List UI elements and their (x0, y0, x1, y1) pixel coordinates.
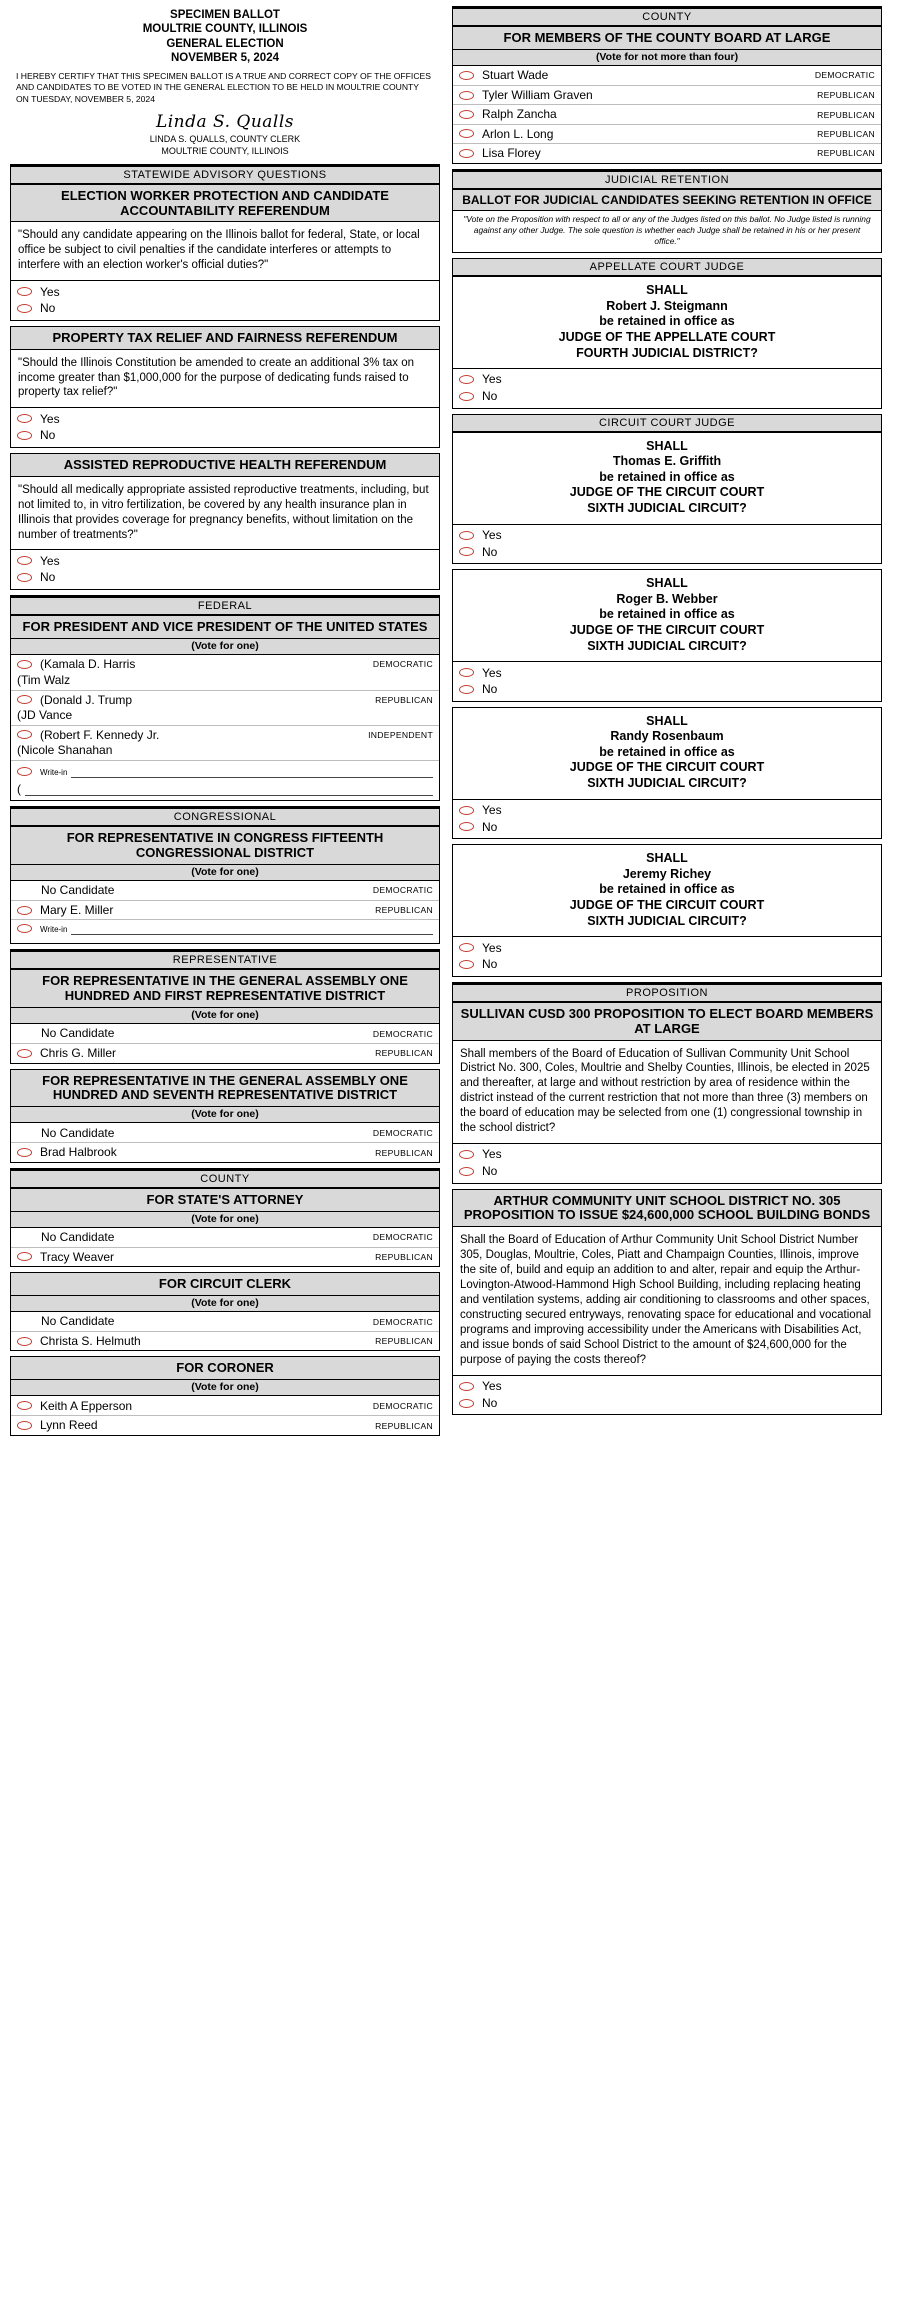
retention-line: SHALL (646, 438, 688, 453)
retention-webber (452, 569, 882, 702)
judicial-retention-instructions (452, 189, 882, 254)
candidate-row[interactable] (11, 900, 439, 919)
yes-no-group (11, 280, 439, 319)
option-label: Yes (482, 372, 502, 387)
candidate-name: Mary E. Miller (40, 902, 114, 917)
candidate-row[interactable] (11, 1396, 439, 1415)
yes-no-group (11, 549, 439, 588)
option-label: No (482, 957, 498, 972)
candidate-row-no-candidate (11, 1312, 439, 1331)
vote-oval[interactable] (17, 431, 32, 440)
contest-title: FOR CIRCUIT CLERK (11, 1273, 439, 1296)
candidate-name: No Candidate (41, 1230, 115, 1244)
retention-line: SIXTH JUDICIAL CIRCUIT? (587, 913, 747, 928)
option-no[interactable] (453, 1163, 881, 1182)
ballot-right-column (452, 6, 882, 1420)
header-line-1: SPECIMEN BALLOT (170, 9, 280, 21)
vote-oval[interactable] (459, 91, 474, 100)
vote-oval[interactable] (459, 1399, 474, 1408)
option-no[interactable] (453, 1395, 881, 1414)
proposition-text: Shall members of the Board of Education of Sullivan Community Unit School District No. 300, Coles, Moultrie and Shelby Counties, Illinois, be elected in 2025 and thereafter, at large and without restriction by area of residence within the district instead of the current restriction that not more than three (3) members on the board of education may be selected from one (1) congressional township in the school district? (460, 1047, 870, 1135)
candidate-row[interactable] (453, 85, 881, 104)
vote-oval[interactable] (17, 660, 32, 669)
vote-oval[interactable] (17, 287, 32, 296)
candidate-name: Tracy Weaver (40, 1249, 115, 1264)
yes-no-group (11, 407, 439, 446)
vote-oval[interactable] (459, 71, 474, 80)
vote-oval[interactable] (17, 573, 32, 582)
option-no[interactable] (453, 956, 881, 975)
retention-line: SHALL (646, 283, 688, 298)
vote-oval[interactable] (17, 1401, 32, 1410)
retention-line: Robert J. Steigmann (606, 298, 728, 313)
contest-coroner (10, 1356, 440, 1435)
contest-title: FOR REPRESENTATIVE IN CONGRESS FIFTEENTH CONGRESSIONAL DISTRICT (11, 827, 439, 865)
vote-for-instruction: (Vote for one) (11, 1107, 439, 1123)
yes-no-group (453, 368, 881, 407)
write-in-row[interactable] (11, 919, 439, 943)
candidate-name: No Candidate (41, 883, 115, 898)
candidate-party: REPUBLICAN (817, 109, 875, 120)
candidate-name: Keith A Epperson (40, 1398, 133, 1413)
option-label: Yes (482, 1147, 502, 1162)
write-in-paren: ( (17, 781, 21, 796)
retention-line: be retained in office as (599, 744, 735, 759)
vote-oval[interactable] (459, 960, 474, 969)
candidate-name: Christa S. Helmuth (40, 1334, 141, 1349)
write-in-input[interactable] (25, 784, 433, 796)
retention-line: be retained in office as (599, 882, 735, 897)
retention-line: Randy Rosenbaum (610, 729, 724, 744)
vote-oval[interactable] (17, 695, 32, 704)
retention-rosenbaum (452, 707, 882, 840)
contest-us-representative-15 (10, 826, 440, 944)
candidate-party: INDEPENDENT (368, 729, 433, 740)
clerk-signature: Linda S. Qualls (155, 112, 295, 133)
yes-no-group (453, 1143, 881, 1182)
referendum-text: "Should any candidate appearing on the Illinois ballot for federal, State, or local office be subject to civil penalties if the candidate interferes or attempts to interfere with an election worker's official duties?" (18, 229, 420, 272)
vote-oval[interactable] (17, 924, 32, 933)
candidate-list (11, 1396, 439, 1434)
retention-question (453, 277, 881, 368)
option-no[interactable] (11, 427, 439, 446)
candidate-party: REPUBLICAN (817, 90, 875, 101)
write-in-label: Write-in (40, 925, 68, 935)
yes-no-group (453, 799, 881, 838)
candidate-party: DEMOCRATIC (372, 659, 433, 670)
write-in-label: Write-in (40, 767, 68, 777)
candidate-name: (Kamala D. Harris (40, 657, 136, 672)
vote-for-instruction: (Vote for one) (11, 639, 439, 655)
vote-oval[interactable] (459, 685, 474, 694)
yes-no-group (453, 524, 881, 563)
option-label: Yes (40, 553, 60, 568)
vote-oval[interactable] (17, 1337, 32, 1346)
retention-line: be retained in office as (599, 607, 735, 622)
yes-no-group (453, 661, 881, 700)
clerk-county: MOULTRIE COUNTY, ILLINOIS (161, 146, 289, 157)
vote-oval[interactable] (17, 1421, 32, 1430)
option-label: Yes (482, 665, 502, 680)
section-band-county-right: COUNTY (452, 6, 882, 26)
retention-line: SIXTH JUDICIAL CIRCUIT? (587, 638, 747, 653)
section-band-statewide: STATEWIDE ADVISORY QUESTIONS (10, 164, 440, 184)
candidate-name: (Robert F. Kennedy Jr. (40, 727, 160, 742)
option-label: No (482, 544, 498, 559)
candidate-name: (Donald J. Trump (40, 692, 133, 707)
contest-title: PROPERTY TAX RELIEF AND FAIRNESS REFERENDUM (11, 327, 439, 350)
section-band-circuit-court-judge: CIRCUIT COURT JUDGE (452, 414, 882, 432)
section-band-judicial-retention: JUDICIAL RETENTION (452, 169, 882, 189)
option-yes[interactable] (453, 937, 881, 956)
candidate-party: REPUBLICAN (375, 1336, 433, 1347)
contest-title: ELECTION WORKER PROTECTION AND CANDIDATE ACCOUNTABILITY REFERENDUM (11, 185, 439, 223)
section-band-appellate-court-judge: APPELLATE COURT JUDGE (452, 258, 882, 276)
candidate-party: DEMOCRATIC (372, 885, 433, 896)
candidate-party: DEMOCRATIC (372, 1400, 433, 1411)
candidate-name: Chris G. Miller (40, 1046, 117, 1061)
retention-question (453, 433, 881, 524)
option-yes[interactable] (11, 408, 439, 427)
header-line-4: NOVEMBER 5, 2024 (170, 52, 279, 65)
contest-title: ASSISTED REPRODUCTIVE HEALTH REFERENDUM (11, 454, 439, 477)
candidate-party: DEMOCRATIC (372, 1127, 433, 1138)
vote-oval[interactable] (17, 414, 32, 423)
retention-line: be retained in office as (599, 314, 735, 329)
vote-oval[interactable] (459, 547, 474, 556)
vote-oval[interactable] (459, 149, 474, 158)
contest-state-representative-101 (10, 969, 440, 1063)
vote-for-instruction: (Vote for one) (11, 1380, 439, 1396)
retention-line: SIXTH JUDICIAL CIRCUIT? (587, 776, 747, 791)
retention-line: JUDGE OF THE CIRCUIT COURT (569, 622, 765, 637)
option-yes[interactable] (453, 662, 881, 681)
candidate-party: REPUBLICAN (817, 148, 875, 159)
section-band-congressional: CONGRESSIONAL (10, 806, 440, 826)
candidate-list (11, 1312, 439, 1350)
option-yes[interactable] (453, 369, 881, 388)
retention-question (453, 570, 881, 661)
candidate-row[interactable] (11, 690, 439, 709)
contest-state-representative-107 (10, 1069, 440, 1163)
option-yes[interactable] (11, 281, 439, 300)
candidate-name: Stuart Wade (482, 68, 549, 83)
candidate-name: No Candidate (41, 1125, 115, 1140)
option-label: No (482, 682, 498, 697)
vote-for-instruction: (Vote for one) (11, 865, 439, 881)
contest-title: SULLIVAN CUSD 300 PROPOSITION TO ELECT BOARD MEMBERS AT LARGE (453, 1003, 881, 1041)
candidate-party: DEMOCRATIC (372, 1316, 433, 1327)
candidate-row[interactable] (11, 1331, 439, 1350)
candidate-list (11, 881, 439, 943)
option-label: No (482, 819, 498, 834)
candidate-name: No Candidate (41, 1314, 115, 1329)
option-label: Yes (482, 528, 502, 542)
option-label: No (482, 1164, 498, 1179)
retention-line: JUDGE OF THE CIRCUIT COURT (569, 485, 765, 500)
option-label: Yes (40, 411, 60, 426)
retention-steigmann (452, 276, 882, 409)
option-label: Yes (482, 1379, 502, 1394)
option-yes[interactable] (453, 1376, 881, 1395)
option-yes[interactable] (453, 1144, 881, 1163)
section-band-representative: REPRESENTATIVE (10, 949, 440, 969)
option-yes[interactable] (453, 525, 881, 544)
candidate-party: REPUBLICAN (817, 128, 875, 139)
contest-president-vice-president (10, 615, 440, 801)
vote-oval[interactable] (17, 556, 32, 565)
option-label: No (40, 301, 56, 316)
option-no[interactable] (11, 569, 439, 588)
option-label: No (40, 570, 56, 585)
candidate-list (11, 1024, 439, 1062)
write-in-vice-president-row[interactable] (11, 780, 439, 800)
candidate-list (453, 66, 881, 163)
vote-oval[interactable] (459, 1167, 474, 1176)
ballot-header (10, 6, 440, 164)
vote-oval[interactable] (459, 392, 474, 401)
candidate-name: Brad Halbrook (40, 1145, 117, 1160)
vote-oval[interactable] (459, 531, 474, 540)
vote-for-instruction: (Vote for not more than four) (453, 50, 881, 66)
vote-oval[interactable] (17, 906, 32, 915)
vote-oval[interactable] (17, 1049, 32, 1058)
retention-line: JUDGE OF THE APPELLATE COURT (558, 329, 776, 344)
candidate-name: Arlon L. Long (482, 126, 554, 141)
vote-for-instruction: (Vote for one) (11, 1296, 439, 1312)
contest-title: FOR MEMBERS OF THE COUNTY BOARD AT LARGE (453, 27, 881, 50)
option-no[interactable] (11, 300, 439, 319)
contest-circuit-clerk (10, 1272, 440, 1351)
section-band-federal: FEDERAL (10, 595, 440, 615)
candidate-party: REPUBLICAN (375, 1048, 433, 1059)
retention-line: SHALL (646, 713, 688, 728)
candidate-row-no-candidate (11, 881, 439, 900)
candidate-party: REPUBLICAN (375, 1251, 433, 1262)
contest-states-attorney (10, 1188, 440, 1267)
option-no[interactable] (453, 388, 881, 407)
candidate-row[interactable] (11, 725, 439, 744)
candidate-party: DEMOCRATIC (372, 1232, 433, 1243)
vote-oval[interactable] (17, 730, 32, 739)
candidate-row[interactable] (453, 66, 881, 85)
header-line-2: MOULTRIE COUNTY, ILLINOIS (142, 23, 308, 36)
candidate-party: REPUBLICAN (375, 905, 433, 916)
candidate-name: Lisa Florey (482, 146, 541, 161)
write-in-input[interactable] (71, 766, 433, 778)
option-yes[interactable] (453, 800, 881, 819)
write-in-president-row[interactable] (11, 760, 439, 780)
vote-oval[interactable] (459, 110, 474, 119)
proposition-sullivan-cusd-300 (452, 1002, 882, 1184)
option-label: Yes (40, 284, 60, 299)
vote-oval[interactable] (17, 304, 32, 313)
option-label: Yes (482, 803, 502, 818)
section-band-proposition: PROPOSITION (452, 982, 882, 1002)
candidate-row[interactable] (453, 104, 881, 123)
retention-question (453, 845, 881, 936)
vote-oval[interactable] (459, 1382, 474, 1391)
candidate-party: DEMOCRATIC (814, 70, 875, 81)
contest-election-worker-referendum (10, 184, 440, 321)
contest-title: FOR STATE'S ATTORNEY (11, 1189, 439, 1212)
vote-oval[interactable] (17, 1148, 32, 1157)
contest-property-tax-referendum (10, 326, 440, 448)
option-no[interactable] (453, 819, 881, 838)
retention-line: JUDGE OF THE CIRCUIT COURT (569, 898, 765, 912)
retention-line: JUDGE OF THE CIRCUIT COURT (569, 760, 765, 775)
vote-oval[interactable] (459, 806, 474, 815)
contest-title: FOR REPRESENTATIVE IN THE GENERAL ASSEMBLY ONE HUNDRED AND SEVENTH REPRESENTATIVE DISTRICT (11, 1070, 439, 1108)
contest-county-board-at-large (452, 26, 882, 164)
candidate-row-no-candidate (11, 1024, 439, 1043)
option-no[interactable] (453, 544, 881, 563)
retention-question (453, 708, 881, 799)
vote-oval[interactable] (459, 1150, 474, 1159)
vote-oval[interactable] (459, 375, 474, 384)
candidate-row[interactable] (453, 143, 881, 162)
vote-oval[interactable] (459, 668, 474, 677)
candidate-row-no-candidate (11, 1228, 439, 1247)
contest-title: FOR REPRESENTATIVE IN THE GENERAL ASSEMBLY ONE HUNDRED AND FIRST REPRESENTATIVE DISTRICT (11, 970, 439, 1008)
candidate-name: No Candidate (41, 1026, 115, 1041)
running-mate-name: (Tim Walz (17, 672, 71, 687)
candidate-row[interactable] (11, 655, 439, 674)
candidate-row[interactable] (11, 1415, 439, 1434)
candidate-list (11, 655, 439, 800)
option-label: No (482, 389, 498, 404)
yes-no-group (453, 1375, 881, 1414)
proposition-arthur-cusd-305-bonds (452, 1189, 882, 1416)
referendum-text: "Should all medically appropriate assisted reproductive treatments, including, but not limited to, in vitro fertilization, be covered by any health insurance plan in Illinois that provides coverage for pregnancy benefits, without limitation on the number of treatments?" (18, 483, 429, 541)
proposition-text: Shall the Board of Education of Arthur Community Unit School District Number 305, Douglas, Moultrie, Coles, Piatt and Champaign Counties, Illinois, improve the site of, build and equip an addition to and alter, repair and equip the Arthur-Lovington-Atwood-Hammond High School Building, including replacing heating and ventilation systems, adding air conditioning to classrooms and other spaces, constructing secured entryways, renovating space for educational and vocational programs and improving accessibility under the Americans with Disabilities Act, and issue bonds of said School District to the amount of $24,600,000 for the purpose of paying the costs thereof? (460, 1234, 872, 1366)
option-label: No (40, 428, 56, 443)
candidate-row[interactable] (453, 124, 881, 143)
vote-for-instruction: (Vote for one) (11, 1008, 439, 1024)
referendum-text: "Should the Illinois Constitution be amended to create an additional 3% tax on income greater than $1,000,000 for the purpose of dedicating funds raised to property tax relief?" (18, 356, 414, 399)
certification-text: I HEREBY CERTIFY THAT THIS SPECIMEN BALLOT IS A TRUE AND CORRECT COPY OF THE OFFICES AND CANDIDATES TO BE VOTED IN THE GENERAL ELECTION TO BE HELD IN MOULTRIE COUNTY ON TUESDAY, NOVEMBER 5, 2024 (16, 70, 431, 104)
candidate-party: REPUBLICAN (375, 694, 433, 705)
candidate-row[interactable] (11, 1142, 439, 1161)
header-line-3: GENERAL ELECTION (166, 37, 284, 50)
vote-oval[interactable] (459, 129, 474, 138)
retention-line: Thomas E. Griffith (612, 454, 722, 469)
ballot-left-column (10, 6, 440, 1441)
retention-line: SIXTH JUDICIAL CIRCUIT? (587, 501, 747, 516)
candidate-list (11, 1228, 439, 1266)
option-no[interactable] (453, 681, 881, 700)
vote-oval[interactable] (459, 943, 474, 952)
contest-reproductive-health-referendum (10, 453, 440, 590)
option-label: No (482, 1395, 498, 1410)
candidate-party: REPUBLICAN (375, 1147, 433, 1158)
option-label: Yes (482, 940, 502, 955)
contest-title: FOR CORONER (11, 1357, 439, 1380)
retention-header-title: BALLOT FOR JUDICIAL CANDIDATES SEEKING RETENTION IN OFFICE (453, 190, 881, 212)
running-mate-name: (Nicole Shanahan (17, 743, 113, 758)
yes-no-group (453, 936, 881, 975)
retention-line: SHALL (646, 851, 688, 866)
running-mate-name: (JD Vance (17, 707, 73, 722)
candidate-name: Ralph Zancha (482, 107, 557, 122)
retention-line: Roger B. Webber (616, 591, 718, 606)
contest-title: ARTHUR COMMUNITY UNIT SCHOOL DISTRICT NO. 305 PROPOSITION TO ISSUE $24,600,000 SCHOOL BUILDING BONDS (453, 1190, 881, 1228)
retention-line: be retained in office as (599, 469, 735, 484)
contest-title: FOR PRESIDENT AND VICE PRESIDENT OF THE UNITED STATES (11, 616, 439, 639)
candidate-party: DEMOCRATIC (372, 1028, 433, 1039)
retention-richey (452, 844, 882, 977)
retention-line: FOURTH JUDICIAL DISTRICT? (576, 345, 758, 360)
candidate-name: Lynn Reed (40, 1418, 98, 1433)
vote-oval[interactable] (17, 1252, 32, 1261)
vote-oval[interactable] (17, 767, 32, 776)
retention-line: Jeremy Richey (622, 866, 712, 881)
retention-line: SHALL (646, 576, 688, 591)
candidate-party: REPUBLICAN (375, 1420, 433, 1431)
candidate-row[interactable] (11, 1247, 439, 1266)
candidate-row-no-candidate (11, 1123, 439, 1142)
section-band-county-left: COUNTY (10, 1168, 440, 1188)
candidate-list (11, 1123, 439, 1161)
clerk-name: LINDA S. QUALLS, COUNTY CLERK (149, 134, 301, 145)
option-yes[interactable] (11, 550, 439, 569)
retention-griffith (452, 432, 882, 565)
candidate-row[interactable] (11, 1043, 439, 1062)
retention-header-note: "Vote on the Proposition with respect to all or any of the Judges listed on this ballot. No Judge listed is running against any other Judge. The sole question is whether each Judge shall be retained in his or her present office." (463, 214, 871, 247)
vote-oval[interactable] (459, 822, 474, 831)
write-in-input[interactable] (71, 923, 433, 935)
candidate-name: Tyler William Graven (482, 87, 593, 102)
vote-for-instruction: (Vote for one) (11, 1212, 439, 1228)
